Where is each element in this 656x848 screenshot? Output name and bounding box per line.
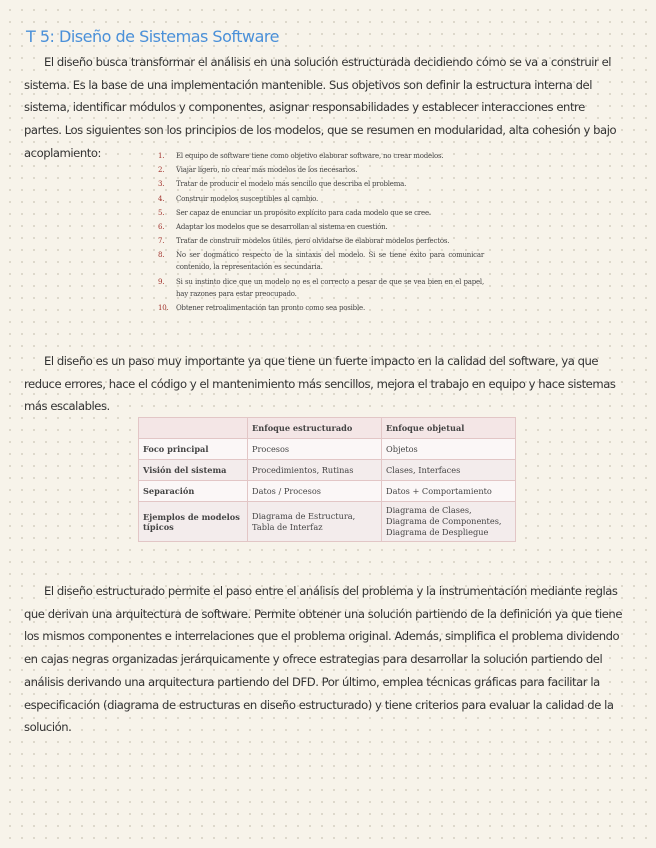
header-empty [139, 418, 248, 439]
item-number: 10. [158, 303, 169, 312]
structured-design-paragraph [24, 580, 624, 739]
header-objectual: Enfoque objetual [382, 418, 516, 439]
cell-structured: Procesos [248, 439, 382, 460]
item-number: 4. [158, 194, 165, 203]
cell-objectual: Diagrama de Clases, Diagrama de Componentes, Diagrama de Despliegue [382, 502, 516, 542]
cell-structured: Procedimientos, Rutinas [248, 460, 382, 481]
item-text: El equipo de software tiene como objetivo elaborar software, no crear modelos. [176, 152, 444, 160]
design-importance-paragraph [24, 350, 624, 418]
list-item [158, 178, 484, 190]
item-number: 6. [158, 222, 165, 231]
page-title: T 5: Diseño de Sistemas Software [26, 27, 279, 46]
item-text: Construir modelos susceptibles al cambio. [176, 194, 319, 203]
table-row [139, 439, 516, 460]
item-text: Si su instinto dice que un modelo no es el correcto a pesar de que se vea bien en el papel, hay razones para estar preocupado. [176, 277, 484, 298]
item-text: Viajar ligero, no crear más modelos de los necesarios. [176, 166, 358, 175]
cell-structured: Diagrama de Estructura, Tabla de Interfaz [248, 502, 382, 542]
item-number: 7. [158, 237, 165, 246]
item-number: 2. [158, 166, 165, 175]
item-text: Obtener retroalimentación tan pronto como sea posible. [176, 303, 365, 312]
header-structured: Enfoque estructurado [248, 418, 382, 439]
row-label: Separación [139, 481, 248, 502]
item-text: Tratar de producir el modelo más sencillo que describa el problema. [176, 180, 407, 189]
principles-list [158, 150, 484, 316]
intro-text: El diseño busca transformar el análisis en una solución estructurada decidiendo cómo se va a construir el sistema. Es la base de una implementación mantenible. Sus objetivos son definir la estructura interna del sistema, identificar módulos y componentes, asignar responsabilidades y establecer interacciones entre partes. Los siguientes son los principios de los modelos, que se resumen en modularidad, alta cohesión y bajo acoplamiento: [24, 55, 617, 160]
item-text: Adaptar los modelos que se desarrollan al sistema en cuestión. [176, 222, 388, 231]
list-item [158, 150, 484, 162]
row-label: Foco principal [139, 439, 248, 460]
comparison-table [138, 417, 516, 542]
cell-objectual: Datos + Comportamiento [382, 481, 516, 502]
cell-objectual: Clases, Interfaces [382, 460, 516, 481]
structured-design-text: El diseño estructurado permite el paso entre el análisis del problema y la instrumentación mediante reglas que derivan una arquitectura de software. Permite obtener una solución partiendo de la definición ya que tiene los mismos componentes e interrelaciones que el problema original. Además, simplifica el problema dividendo en cajas negras organizadas jerárquicamente y ofrece estrategias para desarrollar la solución partiendo del análisis derivando una arquitectura partiendo del DFD. Por último, emplea técnicas gráficas para facilitar la especificación (diagrama de estructuras en diseño estructurado) y tiene criterios para evaluar la calidad de la solución. [24, 584, 623, 735]
cell-structured: Datos / Procesos [248, 481, 382, 502]
item-number: 1. [158, 152, 165, 160]
table-row [139, 460, 516, 481]
list-item [158, 164, 484, 176]
item-number: 9. [158, 277, 165, 286]
list-item [158, 193, 484, 205]
item-text: Ser capaz de enunciar un propósito explícito para cada modelo que se cree. [176, 208, 431, 217]
table-row [139, 481, 516, 502]
design-importance-text: El diseño es un paso muy importante ya que tiene un fuerte impacto en la calidad del software, ya que reduce errores, hace el código y el mantenimiento más sencillos, mejora el trabajo en equipo y hace sistemas más escalables. [24, 354, 616, 414]
row-label: Visión del sistema [139, 460, 248, 481]
table-row [139, 502, 516, 542]
item-number: 3. [158, 180, 165, 189]
intro-paragraph [24, 51, 624, 165]
table-header-row [139, 418, 516, 439]
item-text: No ser dogmático respecto de la sintaxis del modelo. Si se tiene éxito para comunicar contenido, la representación es secundaria. [176, 251, 484, 272]
list-item [158, 221, 484, 233]
item-number: 8. [158, 251, 165, 260]
item-number: 5. [158, 208, 165, 217]
list-item [158, 235, 484, 247]
list-item [158, 302, 484, 314]
list-item [158, 276, 484, 300]
list-item [158, 207, 484, 219]
item-text: Tratar de construir modelos útiles, pero olvidarse de elaborar modelos perfectos. [176, 237, 450, 246]
list-item [158, 249, 484, 273]
cell-objectual: Objetos [382, 439, 516, 460]
row-label: Ejemplos de modelos típicos [139, 502, 248, 542]
